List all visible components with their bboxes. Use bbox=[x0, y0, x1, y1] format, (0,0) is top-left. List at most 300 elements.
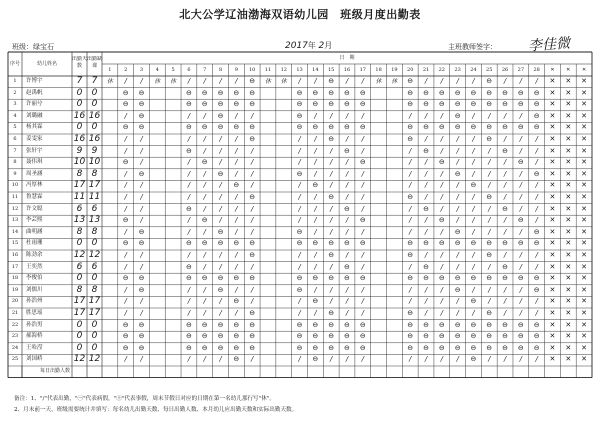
attendance-mark: ✕ bbox=[549, 355, 556, 364]
attendance-mark: / bbox=[409, 158, 412, 167]
present-days: 0 bbox=[76, 122, 83, 133]
attendance-mark: / bbox=[440, 135, 443, 143]
present-days: 0 bbox=[76, 238, 83, 249]
present-days: 12 bbox=[73, 250, 86, 260]
present-days: 8 bbox=[76, 168, 83, 179]
attendance-mark: / bbox=[535, 355, 538, 364]
attendance-mark: / bbox=[345, 355, 349, 364]
attendance-mark: ⊖ bbox=[454, 332, 461, 341]
attendance-mark: / bbox=[250, 355, 254, 364]
attendance-mark: / bbox=[187, 169, 191, 178]
attendance-mark: ✕ bbox=[581, 181, 588, 190]
attendance-mark: 休 bbox=[391, 78, 398, 85]
attendance-mark: ⊖ bbox=[328, 274, 335, 283]
attendance-mark: ⊖ bbox=[201, 216, 208, 225]
child-name: 李芸熙 bbox=[26, 217, 43, 224]
attendance-mark: / bbox=[203, 111, 206, 120]
attendance-mark: / bbox=[298, 135, 301, 143]
attendance-mark: / bbox=[187, 285, 191, 294]
attendance-mark: ⊖ bbox=[122, 320, 129, 329]
present-days: 17 bbox=[73, 308, 86, 318]
attendance-mark: / bbox=[488, 355, 491, 364]
attendance-mark: ✕ bbox=[549, 111, 556, 120]
attendance-mark: ⊖ bbox=[249, 274, 256, 283]
absent-days: 11 bbox=[88, 192, 101, 202]
attendance-mark: ✕ bbox=[581, 343, 588, 352]
absent-days: 12 bbox=[88, 250, 101, 260]
day-header: 21 bbox=[422, 67, 430, 73]
attendance-mark: ⊖ bbox=[328, 239, 335, 248]
row-index: 24 bbox=[11, 344, 19, 351]
attendance-mark: ⊖ bbox=[438, 239, 445, 248]
attendance-mark: ⊖ bbox=[138, 100, 145, 109]
attendance-mark: ✕ bbox=[549, 135, 556, 143]
attendance-mark: / bbox=[488, 227, 491, 236]
row-index: 17 bbox=[11, 263, 19, 270]
attendance-mark: / bbox=[409, 111, 412, 120]
day-header: 27 bbox=[517, 67, 525, 73]
present-days: 7 bbox=[76, 76, 83, 86]
attendance-mark: / bbox=[124, 146, 127, 155]
attendance-mark: ⊖ bbox=[312, 297, 319, 306]
attendance-mark: ⊖ bbox=[423, 146, 429, 155]
attendance-mark: / bbox=[235, 285, 238, 294]
attendance-mark: ⊖ bbox=[296, 88, 303, 97]
teacher-signature: 李佳微 bbox=[527, 35, 571, 55]
present-days: 17 bbox=[73, 180, 86, 191]
attendance-mark: ⊖ bbox=[312, 355, 319, 364]
attendance-mark: ⊖ bbox=[517, 239, 524, 248]
attendance-mark: / bbox=[298, 77, 301, 85]
attendance-mark: / bbox=[124, 77, 127, 85]
attendance-mark: ⊖ bbox=[438, 274, 445, 283]
attendance-mark: ⊖ bbox=[328, 88, 335, 97]
attendance-mark: / bbox=[330, 169, 333, 178]
row-index: 25 bbox=[11, 356, 19, 363]
attendance-mark: / bbox=[203, 193, 206, 201]
attendance-mark: ⊖ bbox=[328, 193, 335, 201]
attendance-mark: ⊖ bbox=[533, 320, 540, 329]
attendance-mark: ⊖ bbox=[470, 343, 477, 352]
attendance-mark: ⊖ bbox=[217, 332, 224, 341]
attendance-mark: / bbox=[409, 181, 412, 190]
attendance-mark: ⊖ bbox=[217, 274, 224, 283]
attendance-mark: / bbox=[140, 262, 143, 271]
attendance-mark: / bbox=[519, 204, 523, 213]
attendance-mark: / bbox=[456, 158, 459, 167]
attendance-mark: ⊖ bbox=[249, 135, 256, 143]
attendance-mark: / bbox=[424, 193, 428, 201]
attendance-mark: ⊖ bbox=[486, 193, 493, 201]
absent-days: 16 bbox=[88, 110, 101, 121]
attendance-mark: ✕ bbox=[565, 123, 572, 132]
attendance-mark: ⊖ bbox=[502, 320, 508, 329]
attendance-mark: / bbox=[424, 169, 428, 178]
attendance-mark: / bbox=[124, 285, 127, 294]
attendance-mark: ⊖ bbox=[486, 274, 493, 283]
attendance-mark: / bbox=[140, 77, 143, 85]
attendance-mark: ✕ bbox=[581, 274, 588, 283]
present-days: 6 bbox=[76, 203, 83, 214]
attendance-mark: ✕ bbox=[581, 251, 588, 259]
absent-days: 0 bbox=[91, 238, 98, 249]
attendance-mark: / bbox=[330, 285, 333, 294]
attendance-mark: 休 bbox=[375, 78, 382, 85]
attendance-mark: / bbox=[250, 297, 254, 306]
attendance-mark: / bbox=[503, 77, 507, 85]
attendance-mark: ⊖ bbox=[312, 332, 319, 341]
day-header-void: ✕ bbox=[566, 67, 571, 73]
attendance-mark: / bbox=[345, 111, 349, 120]
attendance-mark: ✕ bbox=[581, 77, 588, 85]
row-index: 1 bbox=[13, 78, 17, 84]
attendance-mark: ⊖ bbox=[454, 227, 461, 236]
day-header: 24 bbox=[470, 67, 477, 73]
row-index: 15 bbox=[11, 240, 19, 247]
daily-count-label: 每日出勤人数 bbox=[39, 368, 70, 374]
attendance-mark: / bbox=[472, 169, 475, 178]
attendance-mark: / bbox=[314, 204, 317, 213]
attendance-mark: / bbox=[472, 77, 475, 85]
attendance-mark: / bbox=[235, 309, 238, 317]
attendance-mark: ⊖ bbox=[359, 216, 366, 225]
attendance-mark: ⊖ bbox=[296, 123, 303, 132]
attendance-mark: / bbox=[330, 181, 333, 190]
attendance-mark: / bbox=[298, 158, 301, 167]
day-header: 22 bbox=[438, 67, 445, 73]
absent-days: 13 bbox=[88, 215, 101, 226]
attendance-mark: ⊖ bbox=[502, 204, 508, 213]
attendance-mark: / bbox=[345, 181, 349, 190]
attendance-mark: / bbox=[235, 135, 238, 143]
attendance-mark: ⊖ bbox=[423, 123, 429, 132]
attendance-mark: / bbox=[140, 309, 143, 317]
attendance-mark: 休 bbox=[170, 78, 177, 85]
attendance-mark: / bbox=[456, 204, 459, 213]
attendance-mark: ⊖ bbox=[470, 297, 477, 306]
attendance-mark: / bbox=[440, 309, 443, 317]
attendance-mark: ⊖ bbox=[217, 239, 224, 248]
attendance-mark: / bbox=[519, 251, 523, 259]
attendance-mark: / bbox=[219, 193, 222, 201]
attendance-mark: / bbox=[345, 285, 349, 294]
attendance-mark: / bbox=[187, 251, 191, 259]
attendance-mark: ⊖ bbox=[122, 332, 129, 341]
attendance-mark: / bbox=[330, 146, 333, 155]
attendance-mark: ⊖ bbox=[517, 100, 524, 109]
attendance-mark: ⊖ bbox=[454, 274, 461, 283]
attendance-mark: / bbox=[361, 181, 364, 190]
attendance-mark: ⊖ bbox=[486, 135, 493, 143]
attendance-mark: / bbox=[345, 193, 349, 201]
attendance-mark: / bbox=[140, 297, 143, 306]
attendance-mark: ⊖ bbox=[249, 88, 256, 97]
attendance-mark: / bbox=[219, 181, 222, 190]
attendance-mark: / bbox=[535, 135, 538, 143]
attendance-mark: / bbox=[472, 227, 475, 236]
attendance-mark: ⊖ bbox=[438, 100, 445, 109]
absent-days: 16 bbox=[88, 134, 101, 144]
attendance-mark: ⊖ bbox=[249, 320, 256, 329]
attendance-mark: / bbox=[219, 158, 222, 167]
attendance-mark: ⊖ bbox=[185, 100, 192, 109]
attendance-mark: ✕ bbox=[581, 88, 588, 97]
attendance-mark: / bbox=[456, 297, 459, 306]
attendance-mark: / bbox=[472, 262, 475, 271]
absent-days: 0 bbox=[91, 273, 98, 284]
attendance-mark: / bbox=[424, 285, 428, 294]
attendance-mark: ✕ bbox=[549, 285, 556, 294]
child-name: 许丽兮 bbox=[26, 101, 43, 108]
present-days: 0 bbox=[76, 273, 83, 284]
page-title: 北大公学辽油渤海双语幼儿园 班级月度出勤表 bbox=[179, 8, 421, 21]
attendance-mark: ⊖ bbox=[470, 320, 477, 329]
attendance-mark: ⊖ bbox=[423, 100, 429, 109]
attendance-mark: / bbox=[330, 216, 333, 225]
attendance-mark: / bbox=[440, 111, 443, 120]
row-index: 23 bbox=[11, 333, 19, 340]
day-header: 17 bbox=[359, 67, 366, 73]
attendance-mark: ⊖ bbox=[138, 332, 145, 341]
attendance-mark: / bbox=[314, 158, 317, 167]
row-index: 13 bbox=[11, 217, 19, 224]
child-name: 王奕然 bbox=[26, 263, 43, 270]
attendance-mark: / bbox=[424, 158, 428, 167]
attendance-mark: ⊖ bbox=[201, 343, 208, 352]
attendance-mark: ⊖ bbox=[517, 332, 524, 341]
attendance-mark: / bbox=[203, 297, 206, 306]
attendance-mark: / bbox=[203, 77, 206, 85]
attendance-mark: / bbox=[535, 158, 538, 167]
attendance-mark: ⊖ bbox=[122, 343, 129, 352]
attendance-mark: / bbox=[203, 181, 206, 190]
attendance-mark: / bbox=[535, 262, 538, 271]
attendance-mark: ⊖ bbox=[502, 146, 508, 155]
attendance-mark: ⊖ bbox=[138, 227, 145, 236]
attendance-mark: ⊖ bbox=[296, 239, 303, 248]
attendance-mark: / bbox=[361, 146, 364, 155]
attendance-mark: ⊖ bbox=[138, 111, 145, 120]
attendance-mark: ✕ bbox=[565, 135, 572, 143]
attendance-mark: / bbox=[250, 146, 254, 155]
attendance-mark: / bbox=[472, 251, 475, 259]
attendance-mark: / bbox=[235, 204, 238, 213]
attendance-mark: ⊖ bbox=[296, 227, 303, 236]
day-header: 3 bbox=[139, 67, 144, 73]
attendance-mark: ✕ bbox=[565, 181, 572, 190]
day-header: 4 bbox=[155, 67, 159, 73]
attendance-mark: / bbox=[140, 216, 143, 225]
attendance-mark: ⊖ bbox=[423, 320, 429, 329]
attendance-mark: ⊖ bbox=[122, 123, 129, 132]
attendance-mark: ✕ bbox=[565, 193, 572, 201]
attendance-mark: ✕ bbox=[549, 100, 556, 109]
attendance-mark: / bbox=[361, 251, 364, 259]
day-header: 26 bbox=[501, 67, 509, 73]
attendance-mark: / bbox=[519, 169, 523, 178]
attendance-mark: / bbox=[187, 193, 191, 201]
attendance-mark: / bbox=[124, 297, 127, 306]
attendance-mark: / bbox=[409, 285, 412, 294]
attendance-mark: / bbox=[250, 169, 254, 178]
day-header: 13 bbox=[296, 67, 303, 73]
attendance-mark: ⊖ bbox=[122, 274, 129, 283]
attendance-mark: ⊖ bbox=[185, 239, 192, 248]
attendance-mark: ⊖ bbox=[407, 320, 414, 329]
attendance-mark: / bbox=[472, 216, 475, 225]
attendance-mark: / bbox=[361, 193, 364, 201]
attendance-mark: ✕ bbox=[549, 343, 556, 352]
attendance-mark: / bbox=[140, 251, 143, 259]
absent-days: 0 bbox=[91, 87, 98, 98]
attendance-mark: / bbox=[219, 146, 222, 155]
attendance-mark: ✕ bbox=[549, 158, 556, 167]
child-name: 周圣涵 bbox=[26, 170, 43, 177]
attendance-mark: ✕ bbox=[581, 239, 588, 248]
attendance-mark: ⊖ bbox=[407, 332, 414, 341]
attendance-mark: ✕ bbox=[581, 332, 588, 341]
attendance-mark: / bbox=[140, 181, 143, 190]
attendance-mark: / bbox=[440, 181, 443, 190]
present-days: 16 bbox=[73, 134, 86, 144]
attendance-mark: ⊖ bbox=[328, 135, 335, 143]
attendance-mark: ⊖ bbox=[201, 332, 208, 341]
attendance-mark: ⊖ bbox=[233, 88, 240, 97]
day-header: 15 bbox=[327, 67, 335, 73]
attendance-mark: ⊖ bbox=[249, 193, 256, 201]
row-index: 6 bbox=[13, 136, 17, 142]
attendance-mark: / bbox=[488, 146, 491, 155]
attendance-mark: / bbox=[456, 146, 459, 155]
attendance-mark: ✕ bbox=[549, 262, 556, 271]
attendance-mark: ⊖ bbox=[296, 320, 303, 329]
attendance-mark: ⊖ bbox=[296, 169, 303, 178]
attendance-mark: ⊖ bbox=[122, 239, 129, 248]
child-name: 刘国峤 bbox=[26, 356, 43, 363]
attendance-mark: / bbox=[472, 285, 475, 294]
attendance-mark: ⊖ bbox=[438, 158, 445, 167]
attendance-mark: ⊖ bbox=[138, 274, 145, 283]
attendance-mark: ⊖ bbox=[407, 88, 414, 97]
attendance-mark: ⊖ bbox=[344, 274, 350, 283]
attendance-mark: / bbox=[187, 158, 191, 167]
attendance-mark: / bbox=[124, 204, 127, 213]
attendance-mark: ✕ bbox=[565, 262, 572, 271]
attendance-mark: / bbox=[219, 216, 222, 225]
attendance-mark: / bbox=[235, 111, 238, 120]
attendance-mark: / bbox=[235, 193, 238, 201]
attendance-mark: / bbox=[203, 227, 206, 236]
attendance-mark: ⊖ bbox=[217, 169, 224, 178]
present-days: 11 bbox=[73, 192, 86, 202]
present-days: 17 bbox=[73, 296, 86, 307]
attendance-mark: ✕ bbox=[565, 227, 572, 236]
attendance-mark: ⊖ bbox=[138, 123, 145, 132]
attendance-mark: ⊖ bbox=[438, 332, 445, 341]
attendance-mark: / bbox=[488, 169, 491, 178]
attendance-mark: / bbox=[472, 193, 475, 201]
attendance-mark: ⊖ bbox=[359, 343, 366, 352]
attendance-mark: ⊖ bbox=[312, 123, 319, 132]
attendance-mark: / bbox=[187, 309, 191, 317]
attendance-mark: ⊖ bbox=[344, 262, 350, 271]
col-header-absent: 出勤缺课 bbox=[87, 56, 102, 69]
attendance-mark: ⊖ bbox=[249, 309, 256, 317]
attendance-mark: / bbox=[503, 227, 507, 236]
attendance-mark: ✕ bbox=[549, 239, 556, 248]
attendance-mark: 休 bbox=[106, 78, 113, 85]
present-days: 8 bbox=[76, 226, 83, 237]
attendance-mark: / bbox=[361, 204, 364, 213]
row-index: 19 bbox=[11, 286, 19, 293]
attendance-mark: ⊖ bbox=[138, 169, 145, 178]
attendance-mark: / bbox=[140, 204, 143, 213]
attendance-mark: ⊖ bbox=[454, 88, 461, 97]
attendance-mark: ⊖ bbox=[533, 123, 540, 132]
attendance-mark: / bbox=[298, 355, 301, 364]
attendance-mark: / bbox=[124, 355, 127, 364]
attendance-mark: ⊖ bbox=[138, 239, 145, 248]
absent-days: 6 bbox=[91, 261, 98, 272]
attendance-mark: ✕ bbox=[565, 309, 572, 317]
attendance-mark: / bbox=[235, 77, 238, 85]
attendance-mark: ⊖ bbox=[233, 343, 240, 352]
absent-days: 10 bbox=[88, 157, 101, 168]
attendance-mark: ⊖ bbox=[296, 332, 303, 341]
present-days: 8 bbox=[76, 284, 83, 295]
attendance-mark: / bbox=[503, 111, 507, 120]
attendance-mark: ⊖ bbox=[470, 332, 477, 341]
present-days: 6 bbox=[76, 261, 83, 272]
attendance-mark: ⊖ bbox=[454, 169, 461, 178]
attendance-mark: / bbox=[235, 169, 238, 178]
child-name: 胜思瑶 bbox=[26, 310, 43, 316]
attendance-mark: ⊖ bbox=[233, 123, 240, 132]
attendance-mark: ⊖ bbox=[407, 135, 414, 143]
attendance-mark: ⊖ bbox=[201, 158, 208, 167]
attendance-mark: / bbox=[472, 204, 475, 213]
attendance-mark: / bbox=[456, 251, 459, 259]
attendance-mark: / bbox=[440, 227, 443, 236]
attendance-mark: / bbox=[456, 193, 459, 201]
child-name: 陈劲余 bbox=[26, 252, 43, 258]
attendance-mark: ✕ bbox=[581, 297, 588, 306]
attendance-mark: ⊖ bbox=[185, 262, 192, 271]
attendance-mark: ⊖ bbox=[312, 343, 319, 352]
attendance-mark: / bbox=[235, 216, 238, 225]
attendance-mark: / bbox=[440, 146, 443, 155]
attendance-mark: ⊖ bbox=[454, 100, 461, 109]
attendance-mark: / bbox=[361, 169, 364, 178]
attendance-mark: / bbox=[361, 262, 364, 271]
child-name: 刘儒川 bbox=[26, 286, 43, 293]
attendance-mark: / bbox=[330, 158, 333, 167]
row-index: 11 bbox=[11, 194, 19, 200]
attendance-mark: ⊖ bbox=[312, 239, 319, 248]
attendance-mark: ⊖ bbox=[438, 123, 445, 132]
attendance-mark: ⊖ bbox=[470, 100, 477, 109]
attendance-mark: ✕ bbox=[549, 193, 556, 201]
attendance-mark: / bbox=[440, 193, 443, 201]
attendance-mark: / bbox=[361, 111, 364, 120]
attendance-mark: / bbox=[535, 77, 538, 85]
day-header: 23 bbox=[454, 67, 461, 73]
attendance-mark: / bbox=[124, 135, 127, 143]
attendance-mark: ⊖ bbox=[138, 88, 145, 97]
attendance-mark: / bbox=[124, 309, 127, 317]
attendance-mark: ⊖ bbox=[185, 274, 192, 283]
attendance-mark: ✕ bbox=[581, 193, 588, 201]
